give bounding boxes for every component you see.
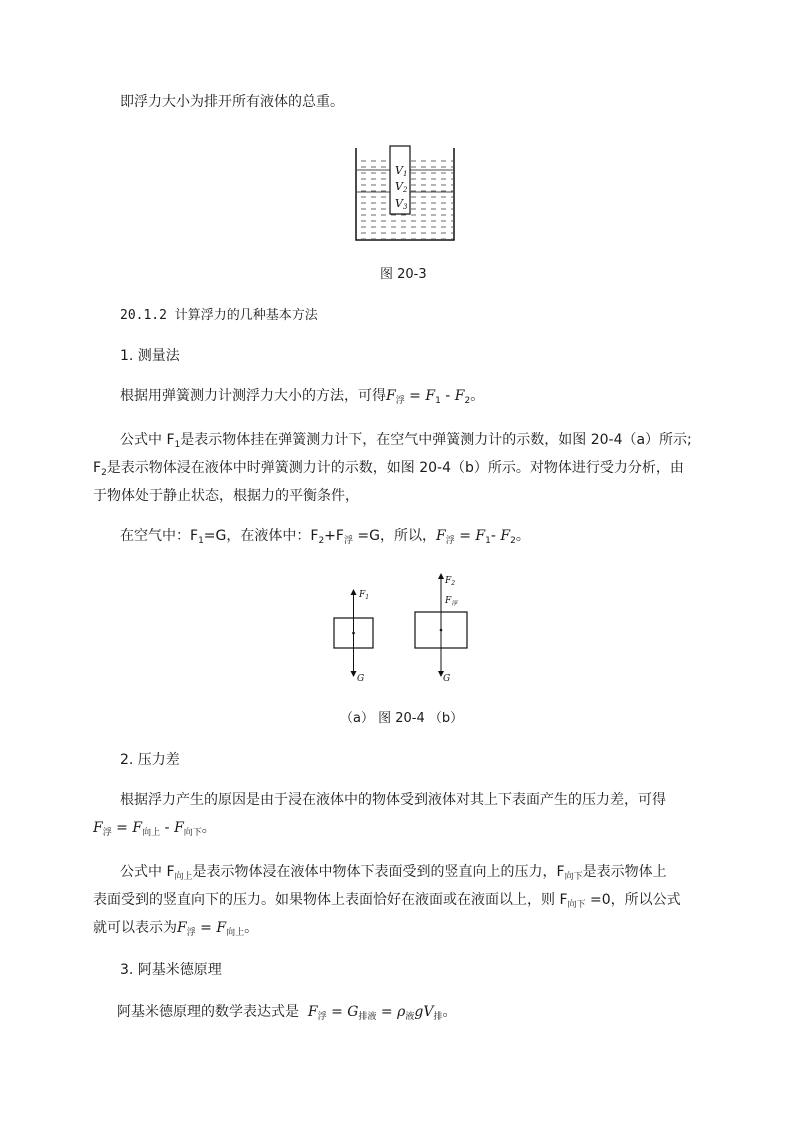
label-a-bottom: G	[357, 674, 365, 684]
force-diagram-b	[415, 576, 467, 684]
figure-20-4-force-diagrams	[320, 570, 490, 690]
label-b-top: $F_2$	[445, 576, 456, 587]
label-b-mid: $F_浮$	[445, 596, 458, 607]
force-diagram-a	[334, 590, 373, 684]
method-1-line: 根据用弹簧测力计测浮力大小的方法，可得$F_浮 = F_1 - F_2$。	[120, 388, 485, 406]
method-1-equation-line: 在空气中：$F_1=G$，在液体中：$F_2+F_浮 =G$，所以，$F_浮 = F_1-$ $F_2$。	[120, 528, 530, 546]
method-2-line1: 根据浮力产生的原因是由于浸在液体中的物体受到液体对其上下表面产生的压力差，可得	[120, 792, 666, 808]
section-heading: 20.1.2 计算浮力的几种基本方法	[120, 308, 318, 323]
method-3-line: 阿基米德原理的数学表达式是 $F_浮 = G_{排液} = \rho_液gV_排$。	[117, 1004, 457, 1022]
method-2-heading: 2. 压力差	[120, 752, 180, 768]
paragraph-displaced-weight: 即浮力大小为排开所有液体的总重。	[120, 94, 344, 110]
method-2-paragraph-line1: 公式中 $F_{向上}$是表示物体浸在液体中物体下表面受到的竖直向上的压力，$F_{向下}$是表示物体上	[120, 864, 667, 882]
label-v3: V3	[395, 197, 408, 211]
label-v1: V1	[395, 164, 408, 178]
figure-20-3-caption: 图 20-3	[380, 267, 427, 282]
method-1-paragraph-line3: 于物体处于静止状态，根据力的平衡条件，	[93, 488, 359, 504]
method-3-heading: 3. 阿基米德原理	[120, 962, 222, 978]
label-b-bottom: G	[443, 674, 451, 684]
figure-20-3-container-diagram	[350, 140, 460, 244]
label-a-top: $F_1$	[359, 590, 370, 601]
method-1-heading: 1. 测量法	[120, 348, 180, 364]
method-1-paragraph-line1: 公式中 $F_1$是表示物体挂在弹簧测力计下，在空气中弹簧测力计的示数，如图 20-4（a）所示;	[120, 432, 692, 450]
label-v2: V2	[395, 180, 408, 194]
figure-20-4-caption: （a） 图 20-4 （b）	[340, 711, 464, 726]
method-2-paragraph-line2: 表面受到的竖直向下的压力。如果物体上表面恰好在液面或在液面以上，则 $F_{向下} =0$，所以公式	[93, 892, 681, 910]
method-2-formula: $F_浮 = F_{向上} - F_{向下}$。	[93, 820, 216, 838]
method-1-paragraph-line2: $F_2$是表示物体浸在液体中时弹簧测力计的示数，如图 20-4（b）所示。对物体进行受力分析，由	[93, 460, 684, 478]
method-2-paragraph-line3: 就可以表示为$F_浮 = F_{向上}$。	[93, 920, 259, 938]
